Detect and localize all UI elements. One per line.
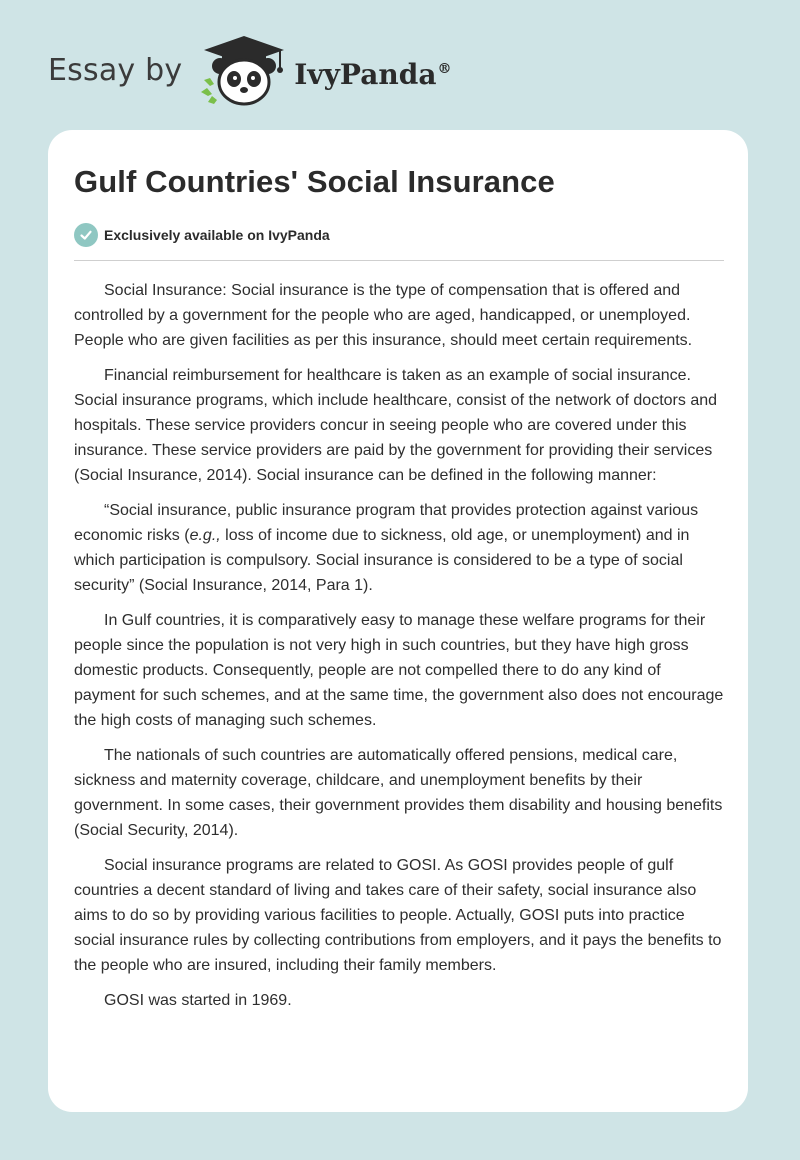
paragraph: “Social insurance, public insurance program that provides protection against various economic risks (e.g., loss of income due to sickness, old age, or unemployment) and in which participation is compulsory. Social insurance is considered to be a type of social security” (Social Insurance, 2014, Para 1).: [74, 502, 699, 594]
panda-logo-icon: [196, 34, 292, 110]
brand-prefix: Essay by: [48, 52, 183, 88]
site-brand[interactable]: [48, 34, 451, 110]
divider: [74, 260, 724, 261]
essay-card: [48, 130, 748, 1112]
exclusive-badge: [74, 222, 330, 248]
essay-body: [74, 278, 726, 1023]
check-circle-icon: [74, 223, 98, 247]
badge-label: Exclusively available on IvyPanda: [104, 227, 330, 243]
paragraph: In Gulf countries, it is comparatively easy to manage these welfare programs for their people since the population is not very high in such countries, but they have high gross domestic products. Consequently, people are not compelled there to do any kind of payment for such schemes, and at the same time, the government also does not encourage the high costs of managing such schemes.: [74, 612, 724, 729]
paragraph: Social insurance programs are related to GOSI. As GOSI provides people of gulf countries a decent standard of living and takes care of their safety, social insurance also aims to do so by providing various facilities to people. Actually, GOSI puts into practice social insurance rules by collecting contributions from employers, and it pays the benefits to the people who are insured, including their family members.: [74, 857, 722, 974]
paragraph: GOSI was started in 1969.: [104, 992, 292, 1009]
brand-name: IvyPanda®: [294, 57, 452, 91]
paragraph: Financial reimbursement for healthcare is taken as an example of social insurance. Social insurance programs, which include healthcare, consist of the network of doctors and hospitals. These service providers concur in seeing people who are covered under this insurance. These service providers are paid by the government for providing their services (Social Insurance, 2014). Social insurance can be defined in the following manner:: [74, 367, 718, 484]
paragraph: The nationals of such countries are automatically offered pensions, medical care, sickness and maternity coverage, childcare, and unemployment benefits by their government. In some cases, their government provides them disability and housing benefits (Social Security, 2014).: [74, 747, 723, 839]
page-title: Gulf Countries' Social Insurance: [74, 164, 555, 199]
paragraph: Social Insurance: Social insurance is the type of compensation that is offered and controlled by a government for the people who are aged, handicapped, or unemployed. People who are given facilities as per this insurance, should meet certain requirements.: [74, 282, 693, 349]
